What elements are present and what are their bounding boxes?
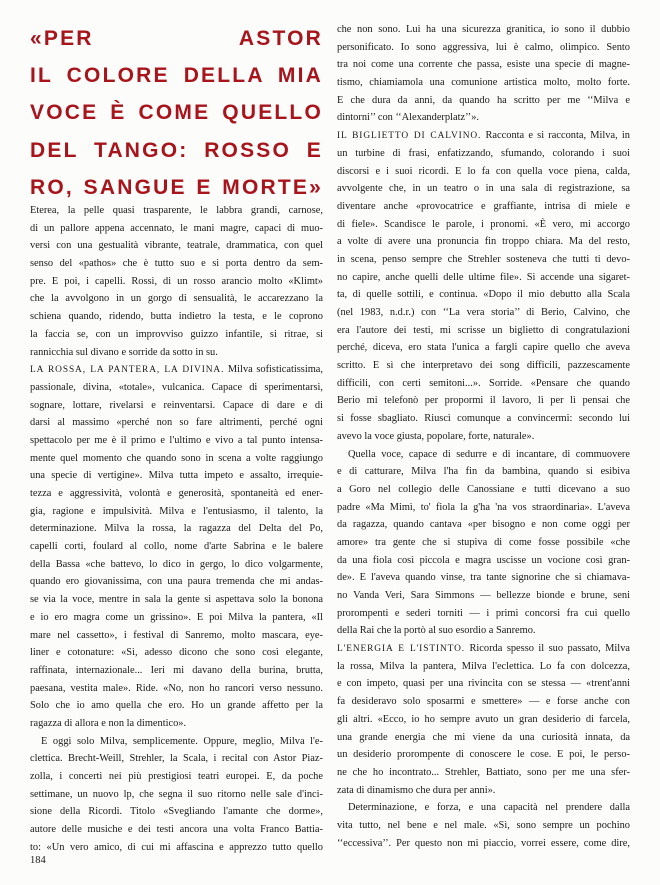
text-line: [30, 414, 323, 432]
text-line: [30, 379, 323, 397]
line-text: ne che ho incontrato... Strehler, Battiato, sono per me una sfer-: [337, 766, 630, 778]
line-text: era l'autore dei testi, mi scrisse un biglietto di congratulazioni: [337, 324, 630, 336]
line-text: avvolgente che, in un teatro o in una sala di registrazione, sa: [337, 183, 630, 195]
line-text: schiena quando, ridendo, butta indietro la testa, e le coprono: [30, 311, 323, 323]
line-text: della Bassa «che battevo, lo dico in gergo, lo dico volgarmente,: [30, 558, 323, 570]
left-text-column: [30, 202, 323, 856]
text-line: [337, 428, 630, 446]
text-line: [337, 392, 630, 410]
line-text: senso del «pathos» che è tutto suo e si porta dentro da sem-: [30, 258, 323, 270]
line-text: to: «Un vero amico, di cui mi affascina e apprezzo tutto quello: [30, 841, 323, 853]
text-line: [337, 339, 630, 357]
text-line: [30, 768, 323, 786]
text-line: [337, 233, 630, 251]
line-text: mare nel cassetto», i festival di Sanremo, molto mascara, eye-: [30, 629, 323, 641]
line-text: un desiderio prorompente di conoscere le cose. E poi, le perso-: [337, 749, 630, 761]
line-text: quando ero giovanissima, con una paura tremenda che mi andas-: [30, 576, 323, 588]
text-line: [337, 145, 630, 163]
line-text: Ricorda spesso il suo passato, Milva: [465, 643, 630, 655]
text-line: [337, 817, 630, 835]
text-line: [30, 237, 323, 255]
line-text: pre. E poi, i capelli. Rossi, di un rosso arancio molto «Klimt»: [30, 275, 323, 287]
line-text: e con impeto, quasi per una rivincita con se stessa — «trent'anni: [337, 678, 630, 690]
text-line: [337, 658, 630, 676]
line-text: discorsi e i suoi ricordi. E lo fa con quella voce piena, calda,: [337, 165, 630, 177]
text-line: [337, 357, 630, 375]
line-text: Quella voce, capace di sedurre e di incantare, di commuovere: [348, 448, 630, 460]
text-line: [337, 322, 630, 340]
text-line: [337, 269, 630, 287]
text-line: [337, 605, 630, 623]
headline-line: IL COLORE DELLA MIA: [30, 64, 323, 88]
line-text: determinazione. Milva la rossa, la ragazza del Delta del Po,: [30, 523, 323, 535]
line-text: spettacolo per me è il primo e l'ultimo e vivo a tal punto intensa-: [30, 434, 323, 446]
text-line: [337, 39, 630, 57]
line-text: darsi al massimo «perché non so fare altrimenti, perché ogni: [30, 417, 323, 429]
text-line: [30, 803, 323, 821]
text-line: [30, 591, 323, 609]
line-text: E oggi solo Milva, semplicemente. Oppure, meglio, Milva l'e-: [41, 735, 323, 747]
text-line: [30, 662, 323, 680]
line-text: fa desideravo solo sposarmi e smettere» — e forse anche con: [337, 696, 630, 708]
headline-line: VOCE È COME QUELLO: [30, 101, 323, 125]
text-line: [337, 516, 630, 534]
line-text: passionale, divina, «totale», vulcanica. Capace di sperimentarsi,: [30, 381, 323, 393]
text-line: [337, 693, 630, 711]
section-heading: IL BIGLIETTO DI CALVINO.: [337, 131, 482, 142]
text-line: [30, 573, 323, 591]
text-line: [30, 361, 323, 379]
text-line: [337, 74, 630, 92]
section-heading: LA ROSSA, LA PANTERA, LA DIVINA.: [30, 365, 225, 376]
line-text: (nel 1983, n.d.r.) con ‘‘La vera storia’’ di Berio, Calvino, che: [337, 307, 630, 318]
text-line: [30, 432, 323, 450]
text-line: [30, 538, 323, 556]
line-text: Milva sofisticatissima,: [224, 364, 323, 376]
text-line: [337, 622, 630, 640]
text-line: [30, 697, 323, 715]
text-line: [30, 273, 323, 291]
line-text: difficili, con certi semitoni...». Sorride. «Pensare che quando: [337, 377, 630, 389]
text-line: [337, 251, 630, 269]
text-line: [337, 56, 630, 74]
line-text: de». E l'aveva quando vinse, tra tante signorine che si chiamava-: [337, 572, 630, 584]
text-line: [30, 326, 323, 344]
line-text: e di catturare, Milva l'ha fin da bambina, quando si esibiva: [337, 466, 630, 478]
text-line: [337, 782, 630, 800]
line-text: tra noi come una corrente che passa, esiste una specie di magne-: [337, 59, 630, 71]
text-line: [30, 839, 323, 857]
text-line: [337, 799, 630, 817]
line-text: da una fiola così piccola e magra uscisse un vocione così gran-: [337, 554, 630, 566]
line-text: settimane, un nuovo lp, che segna il suo ritorno nelle sale d'inci-: [30, 788, 323, 800]
line-text: diventare anche «provocatrice e graffiante, intrisa di miele e: [337, 200, 630, 212]
text-line: [30, 450, 323, 468]
line-text: un turbine di frasi, enfatizzando, sfumando, colorando i suoi: [337, 147, 630, 159]
text-line: [30, 750, 323, 768]
article-headline: [30, 20, 323, 206]
text-line: [30, 733, 323, 751]
line-text: Determinazione, e forza, e una capacità nel prendere dalla: [348, 802, 630, 814]
text-line: [337, 552, 630, 570]
line-text: di un pallore appena accennato, le mani magre, capaci di muo-: [30, 222, 323, 234]
line-text: vita tutto, nel bene e nel male. «Sì, sono sempre un pochino: [337, 819, 630, 831]
text-line: [30, 644, 323, 662]
line-text: clettica. Brecht-Weill, Strehler, la Scala, i recital con Astor Piaz-: [30, 753, 323, 765]
text-line: [337, 587, 630, 605]
text-line: [30, 627, 323, 645]
line-text: Solo che io amo quella che ero. Ho un grande affetto per la: [30, 700, 323, 712]
text-line: [30, 715, 323, 733]
text-line: [337, 375, 630, 393]
text-line: [337, 304, 630, 322]
line-text: a volte di avere una pronuncia fin troppo chiara. Ma del resto,: [337, 236, 630, 248]
page-number: 184: [30, 855, 46, 866]
text-line: [30, 786, 323, 804]
line-text: scritto. E sì che interpretavo dei song difficili, pazzescamente: [337, 360, 630, 372]
line-text: Berio mi telefonò per propormi il lavoro, lì per lì pensai che: [337, 395, 630, 407]
text-line: [337, 711, 630, 729]
line-text: Racconta e si racconta, Milva, in: [481, 130, 630, 142]
line-text: da ragazza, quando cantava «per bisogno e non come oggi per: [337, 519, 630, 531]
line-text: a Goro nel collegio delle Canossiane e tutti dicevano a suo: [337, 483, 630, 495]
line-text: no Vanda Veri, Sara Simmons — bellezze bionde e brune, seni: [337, 590, 630, 601]
section-heading: L'ENERGIA E L'ISTINTO.: [337, 644, 466, 655]
text-line: [337, 835, 630, 853]
line-text: ragazza di allora e non la dimentico».: [30, 717, 187, 729]
line-text: liner e cotonature: «Sì, adesso dicono che sono così elegante,: [30, 647, 323, 659]
text-line: [30, 556, 323, 574]
line-text: mente quel momento che quando sono in scena a volte raggiungo: [30, 452, 323, 464]
line-text: in scena, penso sempre che Strehler sosteneva che tutti ti devo-: [337, 253, 630, 265]
text-line: [337, 746, 630, 764]
line-text: prorompenti e sederi torniti — i primi concorsi fra cui quello: [337, 607, 630, 619]
line-text: zata di dinamismo che dura per anni».: [337, 784, 496, 796]
line-text: no capire, anche quelli delle ultime file». Si accende una sigaret-: [337, 271, 630, 283]
line-text: una grande energia che mi viene da una curiosità innata, da: [337, 731, 630, 743]
text-line: [337, 21, 630, 39]
line-text: se via la voce, mentre in sala la gente si aspettava solo la bonona: [30, 594, 323, 606]
text-line: [337, 640, 630, 658]
text-line: [337, 92, 630, 110]
text-line: [30, 255, 323, 273]
line-text: gia, ragione e impulsività. Milva e l'entusiasmo, il talento, la: [30, 505, 323, 517]
line-text: paesana, vestita male». Ride. «No, non ho rancori verso nessuno.: [30, 682, 323, 694]
line-text: perché, diceva, ero stata l'unica a fargli capire quello che aveva: [337, 342, 630, 354]
text-line: [337, 446, 630, 464]
text-line: [337, 729, 630, 747]
headline-line: DEL TANGO: ROSSO E: [30, 138, 323, 162]
text-line: [30, 503, 323, 521]
text-line: [30, 344, 323, 362]
right-text-column: [337, 21, 630, 852]
text-line: [337, 410, 630, 428]
text-line: [337, 216, 630, 234]
line-text: e io ero magra come un grissino». E poi Milva la pantera, «Il: [30, 611, 323, 623]
line-text: avevo la voce giusta, popolare, forte, naturale».: [337, 430, 535, 442]
text-line: [337, 764, 630, 782]
text-line: [30, 680, 323, 698]
text-line: [30, 290, 323, 308]
line-text: che non sono. Lui ha una sicurezza granitica, io sono il dubbio: [337, 24, 630, 35]
line-text: la faccia se, con un improvviso guizzo infantile, si ritrae, si: [30, 328, 323, 340]
line-text: capelli corti, foulard al collo, nome d'arte Sabrina e le balere: [30, 541, 323, 553]
text-line: [30, 220, 323, 238]
line-text: ‘‘eccessiva’’. Per questo non mi piaccio, vorrei essere, come dire,: [337, 837, 630, 849]
line-text: si fosse sbagliato. Riuscì comunque a convincermi: secondo lui: [337, 413, 630, 425]
text-line: [337, 163, 630, 181]
text-line: [30, 520, 323, 538]
line-text: sognare, lottare, rivelarsi e reinventarsi. Capace di dare e di: [30, 399, 323, 411]
line-text: una specie di vertigine». Milva tutta impeto e assalto, irrequie-: [30, 470, 323, 482]
line-text: tezza e aggressività, volontà e generosità, spontaneità ed ener-: [30, 488, 323, 499]
line-text: ta, di quelle sottili, e continua. «Dopo il mio debutto alla Scala: [337, 289, 630, 301]
line-text: di fiele». Scandisce le parole, i pronomi. «È vero, mi accorgo: [337, 218, 630, 230]
line-text: che la avvolgono in un gorgo di sensualità, le accarezzano la: [30, 293, 323, 305]
line-text: Eterea, la pelle quasi trasparente, le labbra grandi, carnose,: [30, 205, 323, 216]
line-text: rannicchia sul divano e sorride da sotto in su.: [30, 346, 218, 358]
line-text: gli altri. «Ecco, io ho sempre avuto un gran desiderio di farcela,: [337, 713, 630, 725]
line-text: raffinata, internazionale... Ieri mi davano della burina, brutta,: [30, 664, 323, 676]
text-line: [30, 609, 323, 627]
line-text: tismo, chiamiamola una comunione artistica molto, molto forte.: [337, 77, 630, 89]
text-line: [337, 127, 630, 145]
line-text: versi con una gestualità vibrante, teatrale, drammatica, con quel: [30, 240, 323, 252]
line-text: padre «Ma Mimì, to' fiola la g'ha 'na vos straordinaria». L'aveva: [337, 501, 630, 513]
text-line: [337, 286, 630, 304]
line-text: E che dura da anni, da quando ha scritto per me ‘‘Milva e: [337, 94, 630, 106]
line-text: personificato. Io sono aggressiva, lui è calmo, olimpico. Sento: [337, 41, 630, 53]
text-line: [337, 180, 630, 198]
text-line: [337, 463, 630, 481]
text-line: [30, 821, 323, 839]
line-text: autore delle musiche e dei testi ancora una volta Franco Battia-: [30, 824, 323, 836]
text-line: [337, 481, 630, 499]
text-line: [337, 569, 630, 587]
text-line: [30, 308, 323, 326]
text-line: [30, 397, 323, 415]
text-line: [30, 485, 323, 503]
line-text: dintorni’’ con ‘‘Alexanderplatz’’».: [337, 112, 480, 124]
text-line: [337, 198, 630, 216]
text-line: [30, 202, 323, 220]
line-text: sione della Ricordi. Titolo «Svegliando l'amante che dorme»,: [30, 806, 323, 818]
line-text: della Rai che la portò al suo esordio a Sanremo.: [337, 625, 536, 637]
line-text: amore» tra gente che si stupiva di come fosse possibile «che: [337, 536, 630, 548]
text-line: [337, 534, 630, 552]
text-line: [30, 467, 323, 485]
headline-line: «PER ASTOR: [30, 27, 323, 50]
headline-line: RO, SANGUE E MORTE»: [30, 175, 323, 199]
text-line: [337, 675, 630, 693]
line-text: zolla, i concerti nei più prestigiosi teatri europei. E, da poche: [30, 771, 323, 782]
text-line: [337, 109, 630, 127]
line-text: la rossa, Milva la pantera, Milva l'eclettica. Lo fa con dolcezza,: [337, 660, 630, 672]
text-line: [337, 499, 630, 517]
